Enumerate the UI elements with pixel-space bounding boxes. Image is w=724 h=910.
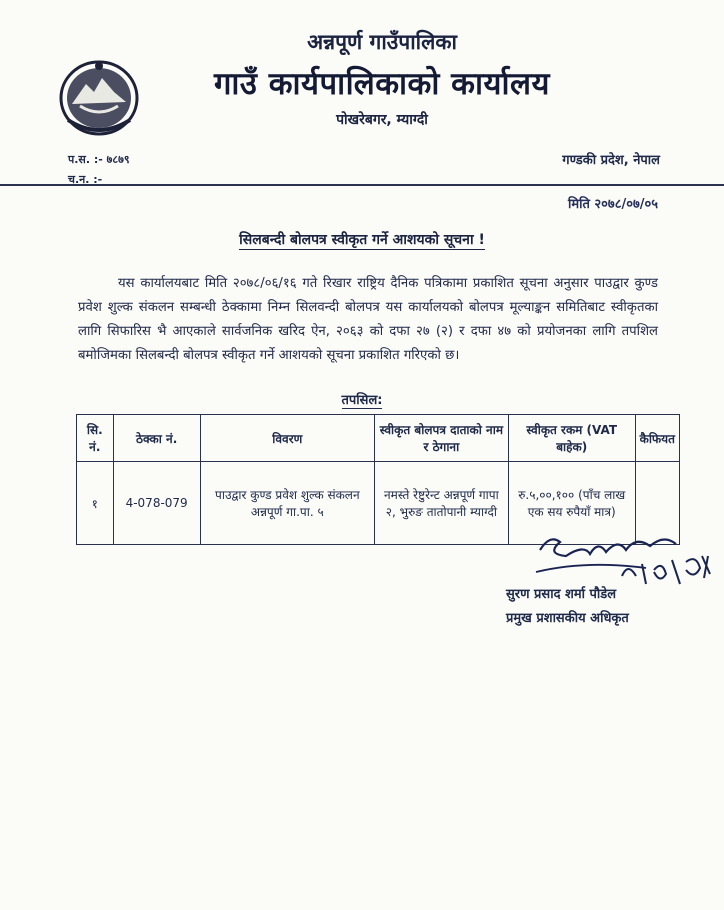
office-name: गाउँ कार्यपालिकाको कार्यालय — [213, 66, 551, 102]
handwritten-signature — [526, 520, 716, 592]
cell-description: पाउद्वार कुण्ड प्रवेश शुल्क संकलन अन्नपूर्ण गा.पा. ५ — [200, 462, 374, 545]
cell-amount: रु.५,००,१०० (पाँच लाख एक सय रुपैयाँ मात्र) — [508, 462, 635, 545]
header-bidder: स्वीकृत बोलपत्र दाताको नाम र ठेगाना — [374, 415, 508, 462]
signer-title: प्रमुख प्रशासकीय अधिकृत — [506, 611, 629, 626]
body-text: यस कार्यालयबाट मिति २०७८/०६/१६ गते रिखार राष्ट्रिय दैनिक पत्रिकामा प्रकाशित सूचना अनुसार पाउद्वार कुण्ड प्रवेश शुल्क संकलन सम्बन्धी ठेक्कामा निम्न सिलवन्दी बोलपत्र यस कार्यालयको बोलपत्र मूल्याङ्कन समितिबाट स्वीकृतका लागि सिफारिस भै आएकाले सार्वजनिक खरिद ऐन, २०६३ को दफा २७ (२) र दफा ४७ को प्रयोजनका लागि तपशिल बमोजिमका सिलबन्दी बोलपत्र स्वीकृत गर्ने आशयको सूचना प्रकाशित गरिएको छ। — [78, 276, 658, 363]
header-contract-no: ठेक्का नं. — [113, 415, 200, 462]
header-remarks: कैफियत — [635, 415, 679, 462]
ref-number: प.स. :- ७८७९ — [68, 153, 130, 166]
header-amount: स्वीकृत रकम (VAT बाहेक) — [508, 415, 635, 462]
notice-subject — [0, 230, 724, 249]
office-address: पोखरेबगर, म्याग्दी — [336, 112, 428, 128]
notice-body — [78, 272, 658, 368]
header-sn: सि. नं. — [77, 415, 114, 462]
signer-name: सुरण प्रसाद शर्मा पौडेल — [506, 587, 617, 602]
notice-date: मिति २०७८/०७/०५ — [567, 197, 658, 212]
municipality-name: अन्नपूर्ण गाउँपालिका — [307, 29, 457, 54]
cell-bidder: नमस्ते रेष्टुरेन्ट अन्नपूर्ण गापा २, भुरुङ तातोपानी म्याग्दी — [374, 462, 508, 545]
details-heading-text: तपसिल: — [341, 393, 383, 408]
table-header-row — [77, 415, 680, 462]
province-name: गण्डकी प्रदेश, नेपाल — [562, 153, 660, 168]
details-heading — [0, 390, 724, 408]
cell-contract-no: 4-078-079 — [113, 462, 200, 545]
subject-text: सिलबन्दी बोलपत्र स्वीकृत गर्ने आशयको सूचना ! — [239, 232, 485, 248]
cell-sn: १ — [77, 462, 114, 545]
header-description: विवरण — [200, 415, 374, 462]
header-divider — [0, 184, 724, 186]
dispatch-number: च.न. :- — [68, 173, 103, 186]
